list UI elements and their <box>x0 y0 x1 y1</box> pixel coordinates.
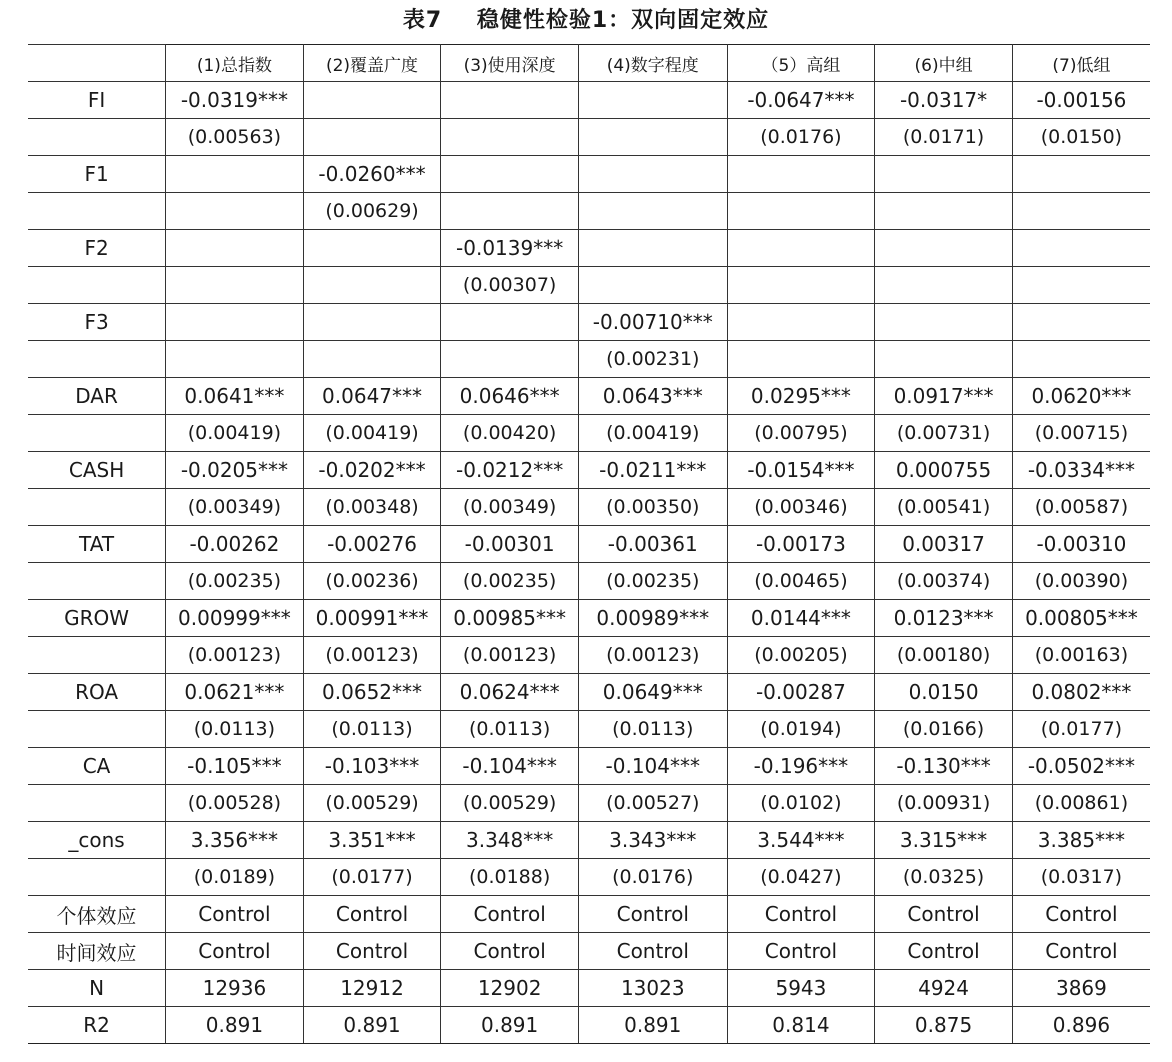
footer-value-cell: 3869 <box>1012 970 1150 1007</box>
table-row-coefficient <box>28 378 1150 415</box>
coefficient-cell: 0.0802*** <box>1012 674 1150 711</box>
row-label: CASH <box>28 452 166 489</box>
row-label-empty <box>28 637 166 674</box>
table-body <box>28 82 1150 1044</box>
coefficient-cell <box>303 304 441 341</box>
coefficient-cell: 3.315*** <box>875 822 1013 859</box>
standard-error-cell: (0.00541) <box>875 489 1013 526</box>
column-header: (3)使用深度 <box>441 45 579 82</box>
coefficient-cell: -0.0647*** <box>727 82 875 119</box>
standard-error-cell <box>1012 341 1150 378</box>
standard-error-cell: (0.00563) <box>166 119 304 156</box>
standard-error-cell: (0.00123) <box>578 637 727 674</box>
standard-error-cell <box>303 267 441 304</box>
standard-error-cell: (0.00231) <box>578 341 727 378</box>
header-corner <box>28 45 166 82</box>
footer-value-cell: 0.814 <box>727 1007 875 1044</box>
row-label-empty <box>28 267 166 304</box>
standard-error-cell <box>441 193 579 230</box>
row-label-empty <box>28 563 166 600</box>
standard-error-cell: (0.00419) <box>578 415 727 452</box>
row-label-empty <box>28 193 166 230</box>
standard-error-cell: (0.0176) <box>578 859 727 896</box>
table-row-standard-error <box>28 563 1150 600</box>
standard-error-cell: (0.00420) <box>441 415 579 452</box>
row-label-empty <box>28 341 166 378</box>
coefficient-cell: 3.544*** <box>727 822 875 859</box>
standard-error-cell: (0.00349) <box>441 489 579 526</box>
table-row-standard-error <box>28 119 1150 156</box>
table-row-coefficient <box>28 452 1150 489</box>
table-title: 稳健性检验1：双向固定效应 <box>476 8 770 33</box>
standard-error-cell: (0.00527) <box>578 785 727 822</box>
footer-value-cell: 0.891 <box>578 1007 727 1044</box>
standard-error-cell: (0.0113) <box>578 711 727 748</box>
table-row-coefficient <box>28 156 1150 193</box>
footer-value-cell: Control <box>578 933 727 970</box>
standard-error-cell: (0.00795) <box>727 415 875 452</box>
coefficient-cell: -0.104*** <box>578 748 727 785</box>
coefficient-cell: -0.0205*** <box>166 452 304 489</box>
standard-error-cell <box>1012 193 1150 230</box>
coefficient-cell: 0.00317 <box>875 526 1013 563</box>
footer-value-cell: 4924 <box>875 970 1013 1007</box>
coefficient-cell: 0.0917*** <box>875 378 1013 415</box>
coefficient-cell: -0.00710*** <box>578 304 727 341</box>
table-row-coefficient <box>28 526 1150 563</box>
standard-error-cell <box>441 341 579 378</box>
standard-error-cell: (0.00349) <box>166 489 304 526</box>
footer-value-cell: Control <box>166 896 304 933</box>
row-label: F3 <box>28 304 166 341</box>
table-row-coefficient <box>28 748 1150 785</box>
coefficient-cell: 0.0144*** <box>727 600 875 637</box>
coefficient-cell: -0.0154*** <box>727 452 875 489</box>
standard-error-cell: (0.00931) <box>875 785 1013 822</box>
column-header: (7)低组 <box>1012 45 1150 82</box>
standard-error-cell <box>166 341 304 378</box>
coefficient-cell <box>578 230 727 267</box>
standard-error-cell: (0.0188) <box>441 859 579 896</box>
standard-error-cell: (0.00861) <box>1012 785 1150 822</box>
standard-error-cell <box>578 267 727 304</box>
coefficient-cell: -0.0139*** <box>441 230 579 267</box>
standard-error-cell: (0.0171) <box>875 119 1013 156</box>
table-row-coefficient <box>28 600 1150 637</box>
footer-value-cell: 5943 <box>727 970 875 1007</box>
standard-error-cell <box>875 341 1013 378</box>
standard-error-cell: (0.00235) <box>441 563 579 600</box>
coefficient-cell: 0.0624*** <box>441 674 579 711</box>
footer-value-cell: Control <box>1012 896 1150 933</box>
footer-value-cell: 0.891 <box>303 1007 441 1044</box>
standard-error-cell: (0.0150) <box>1012 119 1150 156</box>
standard-error-cell: (0.00419) <box>303 415 441 452</box>
coefficient-cell: 0.0641*** <box>166 378 304 415</box>
footer-value-cell: 0.896 <box>1012 1007 1150 1044</box>
footer-value-cell: Control <box>578 896 727 933</box>
coefficient-cell: -0.00262 <box>166 526 304 563</box>
standard-error-cell <box>727 193 875 230</box>
standard-error-cell <box>875 267 1013 304</box>
row-label-empty <box>28 415 166 452</box>
row-label: _cons <box>28 822 166 859</box>
footer-value-cell: Control <box>166 933 304 970</box>
standard-error-cell <box>875 193 1013 230</box>
row-label-empty <box>28 785 166 822</box>
column-header: (6)中组 <box>875 45 1013 82</box>
coefficient-cell: -0.00276 <box>303 526 441 563</box>
row-label: TAT <box>28 526 166 563</box>
coefficient-cell: 0.0295*** <box>727 378 875 415</box>
table-caption <box>0 4 1172 38</box>
coefficient-cell: -0.0319*** <box>166 82 304 119</box>
footer-value-cell: Control <box>441 933 579 970</box>
table-row-standard-error <box>28 193 1150 230</box>
coefficient-cell <box>303 82 441 119</box>
row-label: FI <box>28 82 166 119</box>
standard-error-cell: (0.00390) <box>1012 563 1150 600</box>
standard-error-cell: (0.0176) <box>727 119 875 156</box>
table-row-standard-error <box>28 267 1150 304</box>
coefficient-cell <box>727 230 875 267</box>
coefficient-cell: 3.343*** <box>578 822 727 859</box>
coefficient-cell <box>441 82 579 119</box>
coefficient-cell <box>166 304 304 341</box>
coefficient-cell <box>441 156 579 193</box>
coefficient-cell: -0.196*** <box>727 748 875 785</box>
coefficient-cell: 0.0621*** <box>166 674 304 711</box>
coefficient-cell <box>166 230 304 267</box>
standard-error-cell: (0.0177) <box>303 859 441 896</box>
standard-error-cell <box>166 267 304 304</box>
regression-table <box>28 44 1150 1044</box>
standard-error-cell: (0.0113) <box>166 711 304 748</box>
coefficient-cell <box>1012 304 1150 341</box>
row-label: DAR <box>28 378 166 415</box>
coefficient-cell: 3.385*** <box>1012 822 1150 859</box>
table-row-footer <box>28 1007 1150 1044</box>
coefficient-cell: 0.000755 <box>875 452 1013 489</box>
standard-error-cell: (0.0189) <box>166 859 304 896</box>
standard-error-cell: (0.0177) <box>1012 711 1150 748</box>
standard-error-cell: (0.00629) <box>303 193 441 230</box>
standard-error-cell: (0.00307) <box>441 267 579 304</box>
coefficient-cell: 0.00991*** <box>303 600 441 637</box>
column-header: (4)数字程度 <box>578 45 727 82</box>
coefficient-cell: 0.00989*** <box>578 600 727 637</box>
table-row-footer <box>28 970 1150 1007</box>
coefficient-cell: -0.00301 <box>441 526 579 563</box>
coefficient-cell: -0.00287 <box>727 674 875 711</box>
row-label: CA <box>28 748 166 785</box>
standard-error-cell: (0.00163) <box>1012 637 1150 674</box>
coefficient-cell: -0.0317* <box>875 82 1013 119</box>
standard-error-cell <box>727 267 875 304</box>
standard-error-cell: (0.00123) <box>441 637 579 674</box>
row-label-empty <box>28 711 166 748</box>
footer-label: N <box>28 970 166 1007</box>
table-row-coefficient <box>28 304 1150 341</box>
coefficient-cell <box>1012 156 1150 193</box>
standard-error-cell <box>727 341 875 378</box>
coefficient-cell: 0.0649*** <box>578 674 727 711</box>
coefficient-cell: -0.0502*** <box>1012 748 1150 785</box>
coefficient-cell <box>875 230 1013 267</box>
standard-error-cell: (0.00731) <box>875 415 1013 452</box>
column-header: (2)覆盖广度 <box>303 45 441 82</box>
table-row-standard-error <box>28 637 1150 674</box>
table-row-standard-error <box>28 859 1150 896</box>
standard-error-cell: (0.0317) <box>1012 859 1150 896</box>
coefficient-cell: -0.00156 <box>1012 82 1150 119</box>
footer-value-cell: 0.875 <box>875 1007 1013 1044</box>
table-row-standard-error <box>28 711 1150 748</box>
footer-value-cell: Control <box>441 896 579 933</box>
footer-value-cell: 12902 <box>441 970 579 1007</box>
coefficient-cell: 0.0643*** <box>578 378 727 415</box>
standard-error-cell: (0.00205) <box>727 637 875 674</box>
table-row-coefficient <box>28 82 1150 119</box>
standard-error-cell <box>166 193 304 230</box>
standard-error-cell: (0.00419) <box>166 415 304 452</box>
row-label: F2 <box>28 230 166 267</box>
table-row-coefficient <box>28 822 1150 859</box>
standard-error-cell: (0.00715) <box>1012 415 1150 452</box>
standard-error-cell: (0.0194) <box>727 711 875 748</box>
coefficient-cell: 0.0646*** <box>441 378 579 415</box>
coefficient-cell: -0.0202*** <box>303 452 441 489</box>
standard-error-cell: (0.00529) <box>441 785 579 822</box>
table-header <box>28 45 1150 82</box>
coefficient-cell: -0.00173 <box>727 526 875 563</box>
standard-error-cell: (0.0325) <box>875 859 1013 896</box>
standard-error-cell: (0.00346) <box>727 489 875 526</box>
coefficient-cell <box>875 304 1013 341</box>
row-label: GROW <box>28 600 166 637</box>
standard-error-cell: (0.00235) <box>578 563 727 600</box>
coefficient-cell: 3.351*** <box>303 822 441 859</box>
row-label-empty <box>28 119 166 156</box>
coefficient-cell: 3.348*** <box>441 822 579 859</box>
coefficient-cell <box>727 156 875 193</box>
footer-value-cell: 0.891 <box>166 1007 304 1044</box>
coefficient-cell: -0.130*** <box>875 748 1013 785</box>
coefficient-cell: -0.00310 <box>1012 526 1150 563</box>
table-row-footer <box>28 896 1150 933</box>
row-label-empty <box>28 859 166 896</box>
standard-error-cell <box>578 119 727 156</box>
coefficient-cell: 3.356*** <box>166 822 304 859</box>
footer-value-cell: 12912 <box>303 970 441 1007</box>
coefficient-cell <box>578 82 727 119</box>
coefficient-cell: -0.0260*** <box>303 156 441 193</box>
footer-label: 时间效应 <box>28 933 166 970</box>
standard-error-cell: (0.00529) <box>303 785 441 822</box>
coefficient-cell: -0.00361 <box>578 526 727 563</box>
footer-value-cell: Control <box>727 933 875 970</box>
coefficient-cell <box>727 304 875 341</box>
footer-label: R2 <box>28 1007 166 1044</box>
coefficient-cell <box>875 156 1013 193</box>
coefficient-cell: 0.00805*** <box>1012 600 1150 637</box>
footer-value-cell: Control <box>1012 933 1150 970</box>
footer-value-cell: Control <box>303 896 441 933</box>
standard-error-cell <box>303 119 441 156</box>
standard-error-cell: (0.00123) <box>303 637 441 674</box>
coefficient-cell <box>166 156 304 193</box>
coefficient-cell: 0.00985*** <box>441 600 579 637</box>
standard-error-cell: (0.00348) <box>303 489 441 526</box>
footer-label: 个体效应 <box>28 896 166 933</box>
standard-error-cell: (0.00587) <box>1012 489 1150 526</box>
standard-error-cell: (0.0427) <box>727 859 875 896</box>
coefficient-cell: 0.0150 <box>875 674 1013 711</box>
coefficient-cell: -0.0211*** <box>578 452 727 489</box>
row-label-empty <box>28 489 166 526</box>
footer-value-cell: Control <box>875 933 1013 970</box>
standard-error-cell: (0.0113) <box>303 711 441 748</box>
column-header: (1)总指数 <box>166 45 304 82</box>
standard-error-cell: (0.00465) <box>727 563 875 600</box>
table-row-coefficient <box>28 230 1150 267</box>
standard-error-cell: (0.0166) <box>875 711 1013 748</box>
standard-error-cell: (0.00235) <box>166 563 304 600</box>
column-header: （5）高组 <box>727 45 875 82</box>
table-row-footer <box>28 933 1150 970</box>
coefficient-cell <box>1012 230 1150 267</box>
table-row-standard-error <box>28 415 1150 452</box>
coefficient-cell: -0.105*** <box>166 748 304 785</box>
coefficient-cell: 0.0620*** <box>1012 378 1150 415</box>
standard-error-cell <box>303 341 441 378</box>
footer-value-cell: 12936 <box>166 970 304 1007</box>
row-label: ROA <box>28 674 166 711</box>
table-row-standard-error <box>28 489 1150 526</box>
table-number: 表7 <box>402 8 443 33</box>
standard-error-cell <box>578 193 727 230</box>
table-row-standard-error <box>28 341 1150 378</box>
standard-error-cell: (0.0102) <box>727 785 875 822</box>
footer-value-cell: Control <box>727 896 875 933</box>
standard-error-cell: (0.00350) <box>578 489 727 526</box>
coefficient-cell: -0.0212*** <box>441 452 579 489</box>
coefficient-cell: 0.0123*** <box>875 600 1013 637</box>
standard-error-cell: (0.00374) <box>875 563 1013 600</box>
coefficient-cell <box>578 156 727 193</box>
coefficient-cell: -0.0334*** <box>1012 452 1150 489</box>
standard-error-cell: (0.0113) <box>441 711 579 748</box>
coefficient-cell: -0.103*** <box>303 748 441 785</box>
header-row <box>28 45 1150 82</box>
footer-value-cell: 0.891 <box>441 1007 579 1044</box>
table-row-standard-error <box>28 785 1150 822</box>
coefficient-cell: 0.0652*** <box>303 674 441 711</box>
footer-value-cell: 13023 <box>578 970 727 1007</box>
standard-error-cell: (0.00180) <box>875 637 1013 674</box>
table-row-coefficient <box>28 674 1150 711</box>
standard-error-cell <box>1012 267 1150 304</box>
coefficient-cell: -0.104*** <box>441 748 579 785</box>
standard-error-cell: (0.00528) <box>166 785 304 822</box>
footer-value-cell: Control <box>875 896 1013 933</box>
standard-error-cell <box>441 119 579 156</box>
row-label: F1 <box>28 156 166 193</box>
standard-error-cell: (0.00236) <box>303 563 441 600</box>
footer-value-cell: Control <box>303 933 441 970</box>
coefficient-cell: 0.00999*** <box>166 600 304 637</box>
standard-error-cell: (0.00123) <box>166 637 304 674</box>
coefficient-cell <box>303 230 441 267</box>
coefficient-cell <box>441 304 579 341</box>
coefficient-cell: 0.0647*** <box>303 378 441 415</box>
